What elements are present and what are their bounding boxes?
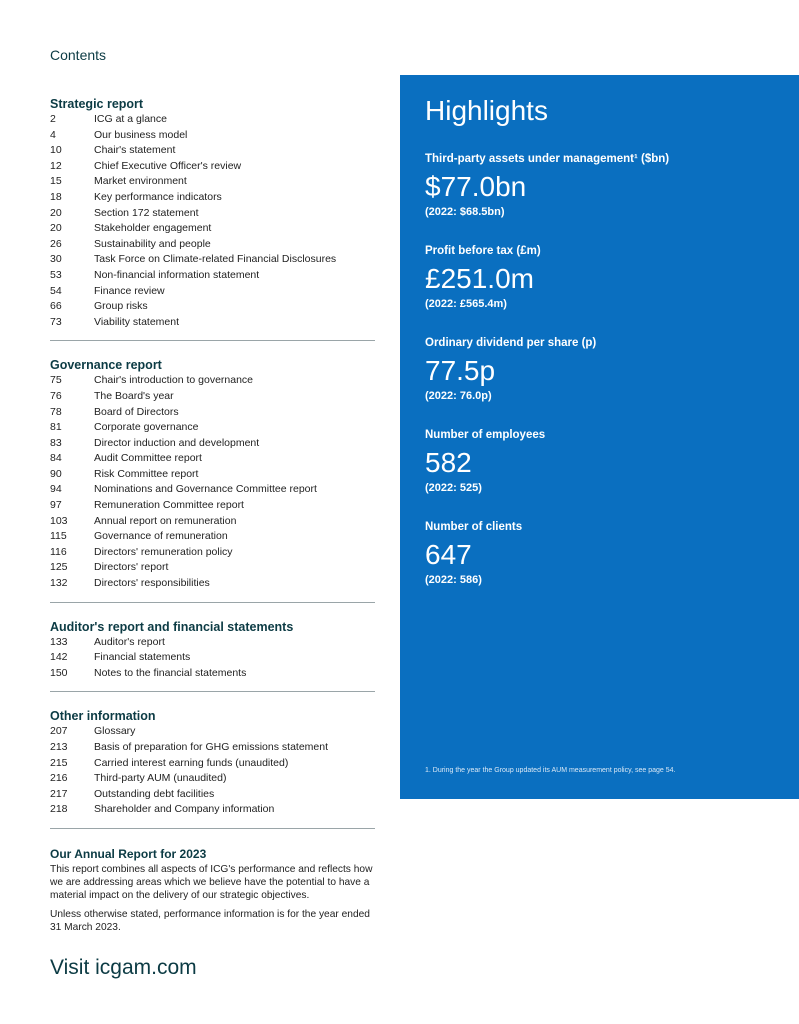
toc-entry-title: Notes to the financial statements bbox=[94, 666, 247, 679]
toc-entry-title: Governance of remuneration bbox=[94, 530, 228, 543]
toc-entry[interactable] bbox=[50, 190, 375, 206]
toc-entry-title: The Board's year bbox=[94, 389, 174, 402]
metric-prior-year: (2022: $68.5bn) bbox=[425, 206, 505, 218]
toc-entry[interactable] bbox=[50, 576, 375, 592]
toc-entry[interactable] bbox=[50, 650, 375, 666]
toc-entry[interactable] bbox=[50, 467, 375, 483]
toc-entry-title: Stakeholder engagement bbox=[94, 222, 212, 235]
toc-entry-title: Group risks bbox=[94, 300, 148, 313]
toc-entry[interactable] bbox=[50, 771, 375, 787]
toc-entry-title: Remuneration Committee report bbox=[94, 499, 244, 512]
toc-section-title: Strategic report bbox=[50, 97, 144, 111]
annual-report-paragraph: This report combines all aspects of ICG's performance and reflects how we are addressing areas which we believe have the potential to have a material impact on the delivery of our strategic objectives. bbox=[50, 863, 373, 901]
metric-label: Ordinary dividend per share (p) bbox=[425, 337, 597, 349]
toc-page-number: 90 bbox=[50, 467, 62, 480]
toc-entry-title: Outstanding debt facilities bbox=[94, 787, 215, 800]
toc-entry[interactable] bbox=[50, 112, 375, 128]
toc-entry[interactable] bbox=[50, 498, 375, 514]
toc-entry[interactable] bbox=[50, 373, 375, 389]
metric-value: 582 bbox=[425, 447, 472, 478]
metric-prior-year: (2022: 76.0p) bbox=[425, 390, 492, 402]
toc-entry-title: Risk Committee report bbox=[94, 467, 199, 480]
toc-entry-title: Chair's introduction to governance bbox=[94, 374, 254, 387]
toc-page-number: 150 bbox=[50, 666, 68, 679]
toc-section-title: Other information bbox=[50, 709, 156, 724]
metric-prior-year: (2022: £565.4m) bbox=[425, 298, 507, 310]
metric-label: Third-party assets under management¹ ($bn) bbox=[425, 153, 670, 165]
toc-page-number: 125 bbox=[50, 561, 68, 574]
toc-entry-title: Nominations and Governance Committee report bbox=[94, 483, 317, 496]
toc-page-number: 142 bbox=[50, 651, 68, 664]
toc-entry-title: Director induction and development bbox=[94, 436, 260, 449]
toc-entry[interactable] bbox=[50, 159, 375, 175]
toc-entry-title: Basis of preparation for GHG emissions statement bbox=[94, 741, 329, 753]
toc-entry-title: Our business model bbox=[94, 128, 188, 141]
toc-entry-title: Corporate governance bbox=[94, 421, 199, 434]
metric-value: 77.5p bbox=[425, 355, 496, 386]
toc-entry-title: Third-party AUM (unaudited) bbox=[94, 772, 227, 785]
toc-page-number: 213 bbox=[50, 741, 68, 753]
toc-entry[interactable] bbox=[50, 635, 375, 651]
toc-entry[interactable] bbox=[50, 756, 375, 772]
highlights-metrics bbox=[425, 151, 775, 588]
toc-entry[interactable] bbox=[50, 128, 375, 144]
toc-section-governance bbox=[50, 357, 375, 602]
annual-report-title: Our Annual Report for 2023 bbox=[50, 846, 207, 861]
toc-page-number: 26 bbox=[50, 237, 62, 250]
metric-value: £251.0m bbox=[425, 263, 534, 294]
toc-section-title: Governance report bbox=[50, 358, 162, 373]
toc-page-number: 73 bbox=[50, 315, 62, 328]
toc-entry-title: Sustainability and people bbox=[94, 237, 211, 250]
toc-page-number: 53 bbox=[50, 268, 62, 281]
toc-entry-title: Shareholder and Company information bbox=[94, 803, 275, 816]
toc-entry-title: Carried interest earning funds (unaudited) bbox=[94, 756, 289, 769]
toc-entry-title: Key performance indicators bbox=[94, 190, 222, 203]
toc-page-number: 10 bbox=[50, 144, 62, 157]
toc-entry[interactable] bbox=[50, 436, 375, 452]
visit-website-link[interactable]: Visit icgam.com bbox=[50, 956, 197, 979]
toc-entry[interactable] bbox=[50, 451, 375, 467]
toc-entry-title: Market environment bbox=[94, 175, 187, 188]
toc-entry[interactable] bbox=[50, 221, 375, 237]
toc-entry[interactable] bbox=[50, 315, 375, 331]
toc-page-number: 218 bbox=[50, 803, 68, 816]
toc-entry-title: Glossary bbox=[94, 725, 136, 738]
toc-entry-title: Audit Committee report bbox=[94, 452, 202, 465]
highlights-footnote: 1. During the year the Group updated its AUM measurement policy, see page 54. bbox=[425, 767, 676, 774]
highlights-panel bbox=[400, 75, 799, 799]
metric-value: $77.0bn bbox=[425, 171, 527, 202]
toc-entry[interactable] bbox=[50, 545, 375, 561]
toc-page-number: 54 bbox=[50, 284, 62, 297]
toc-entry-title: Directors' report bbox=[94, 561, 169, 574]
annual-report-paragraph: Unless otherwise stated, performance information is for the year ended 31 March 2023. bbox=[50, 908, 370, 933]
toc-entry[interactable] bbox=[50, 560, 375, 576]
toc-entry-title: Chief Executive Officer's review bbox=[94, 159, 242, 172]
toc-page-number: 78 bbox=[50, 405, 62, 418]
metric-prior-year: (2022: 525) bbox=[425, 482, 482, 494]
toc-page-number: 132 bbox=[50, 577, 68, 590]
metric-value: 647 bbox=[425, 539, 472, 570]
toc-entry-title: Annual report on remuneration bbox=[94, 514, 237, 527]
toc-page-number: 20 bbox=[50, 222, 62, 235]
toc-entry-title: Auditor's report bbox=[94, 635, 165, 648]
toc-page-number: 217 bbox=[50, 787, 68, 800]
highlight-metric bbox=[425, 335, 775, 404]
toc-entry-title: Chair's statement bbox=[94, 144, 176, 157]
toc-entry[interactable] bbox=[50, 206, 375, 222]
toc-page-number: 115 bbox=[50, 530, 67, 543]
toc-entry[interactable] bbox=[50, 740, 375, 756]
toc-page-number: 75 bbox=[50, 374, 62, 387]
toc-entry[interactable] bbox=[50, 143, 375, 159]
toc-section-title: Auditor's report and financial statements bbox=[50, 619, 294, 634]
toc-page-number: 81 bbox=[50, 421, 62, 434]
toc-page-number: 97 bbox=[50, 499, 62, 512]
toc-page-number: 207 bbox=[50, 725, 68, 738]
toc-page-number: 4 bbox=[50, 128, 56, 141]
toc-entry-title: Task Force on Climate-related Financial Disclosures bbox=[94, 253, 337, 266]
toc-page-number: 20 bbox=[50, 206, 62, 219]
toc-entry[interactable] bbox=[50, 529, 375, 545]
toc-entry-title: Viability statement bbox=[94, 315, 180, 328]
toc-page-number: 84 bbox=[50, 452, 62, 465]
toc-entry[interactable] bbox=[50, 284, 375, 300]
toc-page-number: 66 bbox=[50, 300, 62, 313]
toc-page-number: 133 bbox=[50, 635, 68, 648]
contents-label: Contents bbox=[50, 47, 107, 63]
toc-page-number: 83 bbox=[50, 436, 62, 449]
toc-page-number: 18 bbox=[50, 190, 62, 203]
toc-entry[interactable] bbox=[50, 787, 375, 803]
annual-report-intro bbox=[50, 847, 375, 934]
toc-entry[interactable] bbox=[50, 724, 375, 740]
toc-entry[interactable] bbox=[50, 299, 375, 315]
toc-entry[interactable] bbox=[50, 514, 375, 530]
toc-entry[interactable] bbox=[50, 389, 375, 405]
toc-entry[interactable] bbox=[50, 237, 375, 253]
toc-entry[interactable] bbox=[50, 174, 375, 190]
metric-label: Profit before tax (£m) bbox=[425, 245, 541, 257]
toc-page-number: 15 bbox=[50, 175, 62, 188]
toc-entry[interactable] bbox=[50, 802, 375, 818]
toc-entry-title: Directors' remuneration policy bbox=[94, 545, 233, 558]
toc-entry-title: Board of Directors bbox=[94, 405, 179, 418]
toc-section-strategic bbox=[50, 96, 375, 341]
metric-label: Number of employees bbox=[425, 429, 546, 441]
toc-page-number: 12 bbox=[50, 159, 62, 172]
highlight-metric bbox=[425, 243, 775, 312]
toc-entry[interactable] bbox=[50, 268, 375, 284]
table-of-contents bbox=[50, 96, 375, 940]
toc-entry[interactable] bbox=[50, 482, 375, 498]
highlight-metric bbox=[425, 427, 775, 496]
highlight-metric bbox=[425, 151, 775, 220]
toc-page-number: 30 bbox=[50, 253, 62, 266]
metric-label: Number of clients bbox=[425, 521, 523, 533]
toc-entry-title: Directors' responsibilities bbox=[94, 577, 210, 590]
highlights-title: Highlights bbox=[425, 95, 548, 126]
toc-page-number: 116 bbox=[50, 545, 67, 558]
metric-prior-year: (2022: 586) bbox=[425, 574, 482, 586]
toc-entry[interactable] bbox=[50, 420, 375, 436]
toc-page-number: 76 bbox=[50, 389, 62, 402]
toc-section-other bbox=[50, 708, 375, 829]
toc-entry-title: ICG at a glance bbox=[94, 113, 167, 125]
toc-page-number: 2 bbox=[50, 113, 56, 125]
toc-page-number: 215 bbox=[50, 756, 68, 769]
toc-page-number: 103 bbox=[50, 514, 68, 527]
toc-entry-title: Section 172 statement bbox=[94, 206, 199, 219]
toc-entry[interactable] bbox=[50, 252, 375, 268]
toc-entry-title: Financial statements bbox=[94, 651, 191, 664]
toc-section-auditor bbox=[50, 619, 375, 693]
toc-entry-title: Finance review bbox=[94, 284, 165, 297]
toc-entry[interactable] bbox=[50, 666, 375, 682]
toc-page-number: 94 bbox=[50, 483, 62, 496]
highlight-metric bbox=[425, 519, 775, 588]
toc-entry-title: Non-financial information statement bbox=[94, 268, 260, 281]
toc-page-number: 216 bbox=[50, 772, 68, 785]
toc-entry[interactable] bbox=[50, 405, 375, 421]
